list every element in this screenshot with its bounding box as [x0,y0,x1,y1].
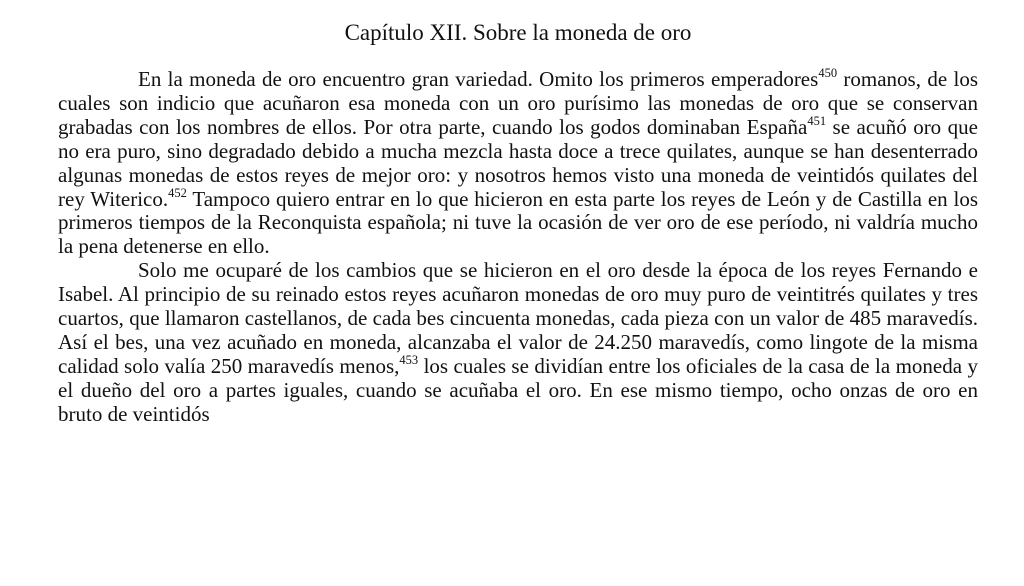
paragraph-text: Solo me ocuparé de los cambios que se hicieron en el oro desde la época de los reyes Fernando e Isabel. Al principio de su reinado estos reyes acuñaron monedas de oro muy puro de veintitrés quilates y tres cuartos, que llamaron castellanos, de cada bes cincuenta monedas, cada pieza con un valor de 485 maravedís. Así el bes, una vez acuñado en moneda, alcanzaba el valor de 24.250 maravedís, como lingote de la misma calidad solo valía 250 maravedís menos, [58,258,978,378]
paragraph-text: romanos, de los cuales son indicio que acuñaron esa moneda con un oro purísimo las monedas de oro que se conservan grabadas con los nombres de ellos. Por otra parte, cuando los godos dominaban España [58,67,978,139]
paragraph-text: Tampoco quiero entrar en lo que hicieron en esta parte los reyes de León y de Castilla en los primeros tiempos de la Reconquista española; ni tuve la ocasión de ver oro de ese período, ni valdría mucho la pena detenerse en ello. [58,186,978,259]
chapter-title: Capítulo XII. Sobre la moneda de oro [344,20,692,45]
paragraph-2 [58,259,978,426]
paragraph-text: se acuñó oro que no era puro, sino degradado debido a mucha mezcla hasta doce a trece quilates, aunque se han desenterrado algunas monedas de estos reyes de mejor oro: y nosotros hemos visto una moneda de veintidós quilates del rey Witerico. [58,114,979,211]
paragraph-text: los cuales se dividían entre los oficiales de la casa de la moneda y el dueño del oro a partes iguales, cuando se acuñaba el oro. En ese mismo tiempo, ocho onzas de oro en bruto de veintidós [58,353,978,426]
paragraph-1 [58,68,978,259]
paragraph-text: En la moneda de oro encuentro gran variedad. Omito los primeros emperadores [138,67,819,91]
footnote-ref-453[interactable]: 453 [399,352,419,367]
footnote-ref-451[interactable]: 451 [807,113,827,128]
footnote-ref-452[interactable]: 452 [168,185,187,200]
footnote-ref-450[interactable]: 450 [818,66,838,80]
